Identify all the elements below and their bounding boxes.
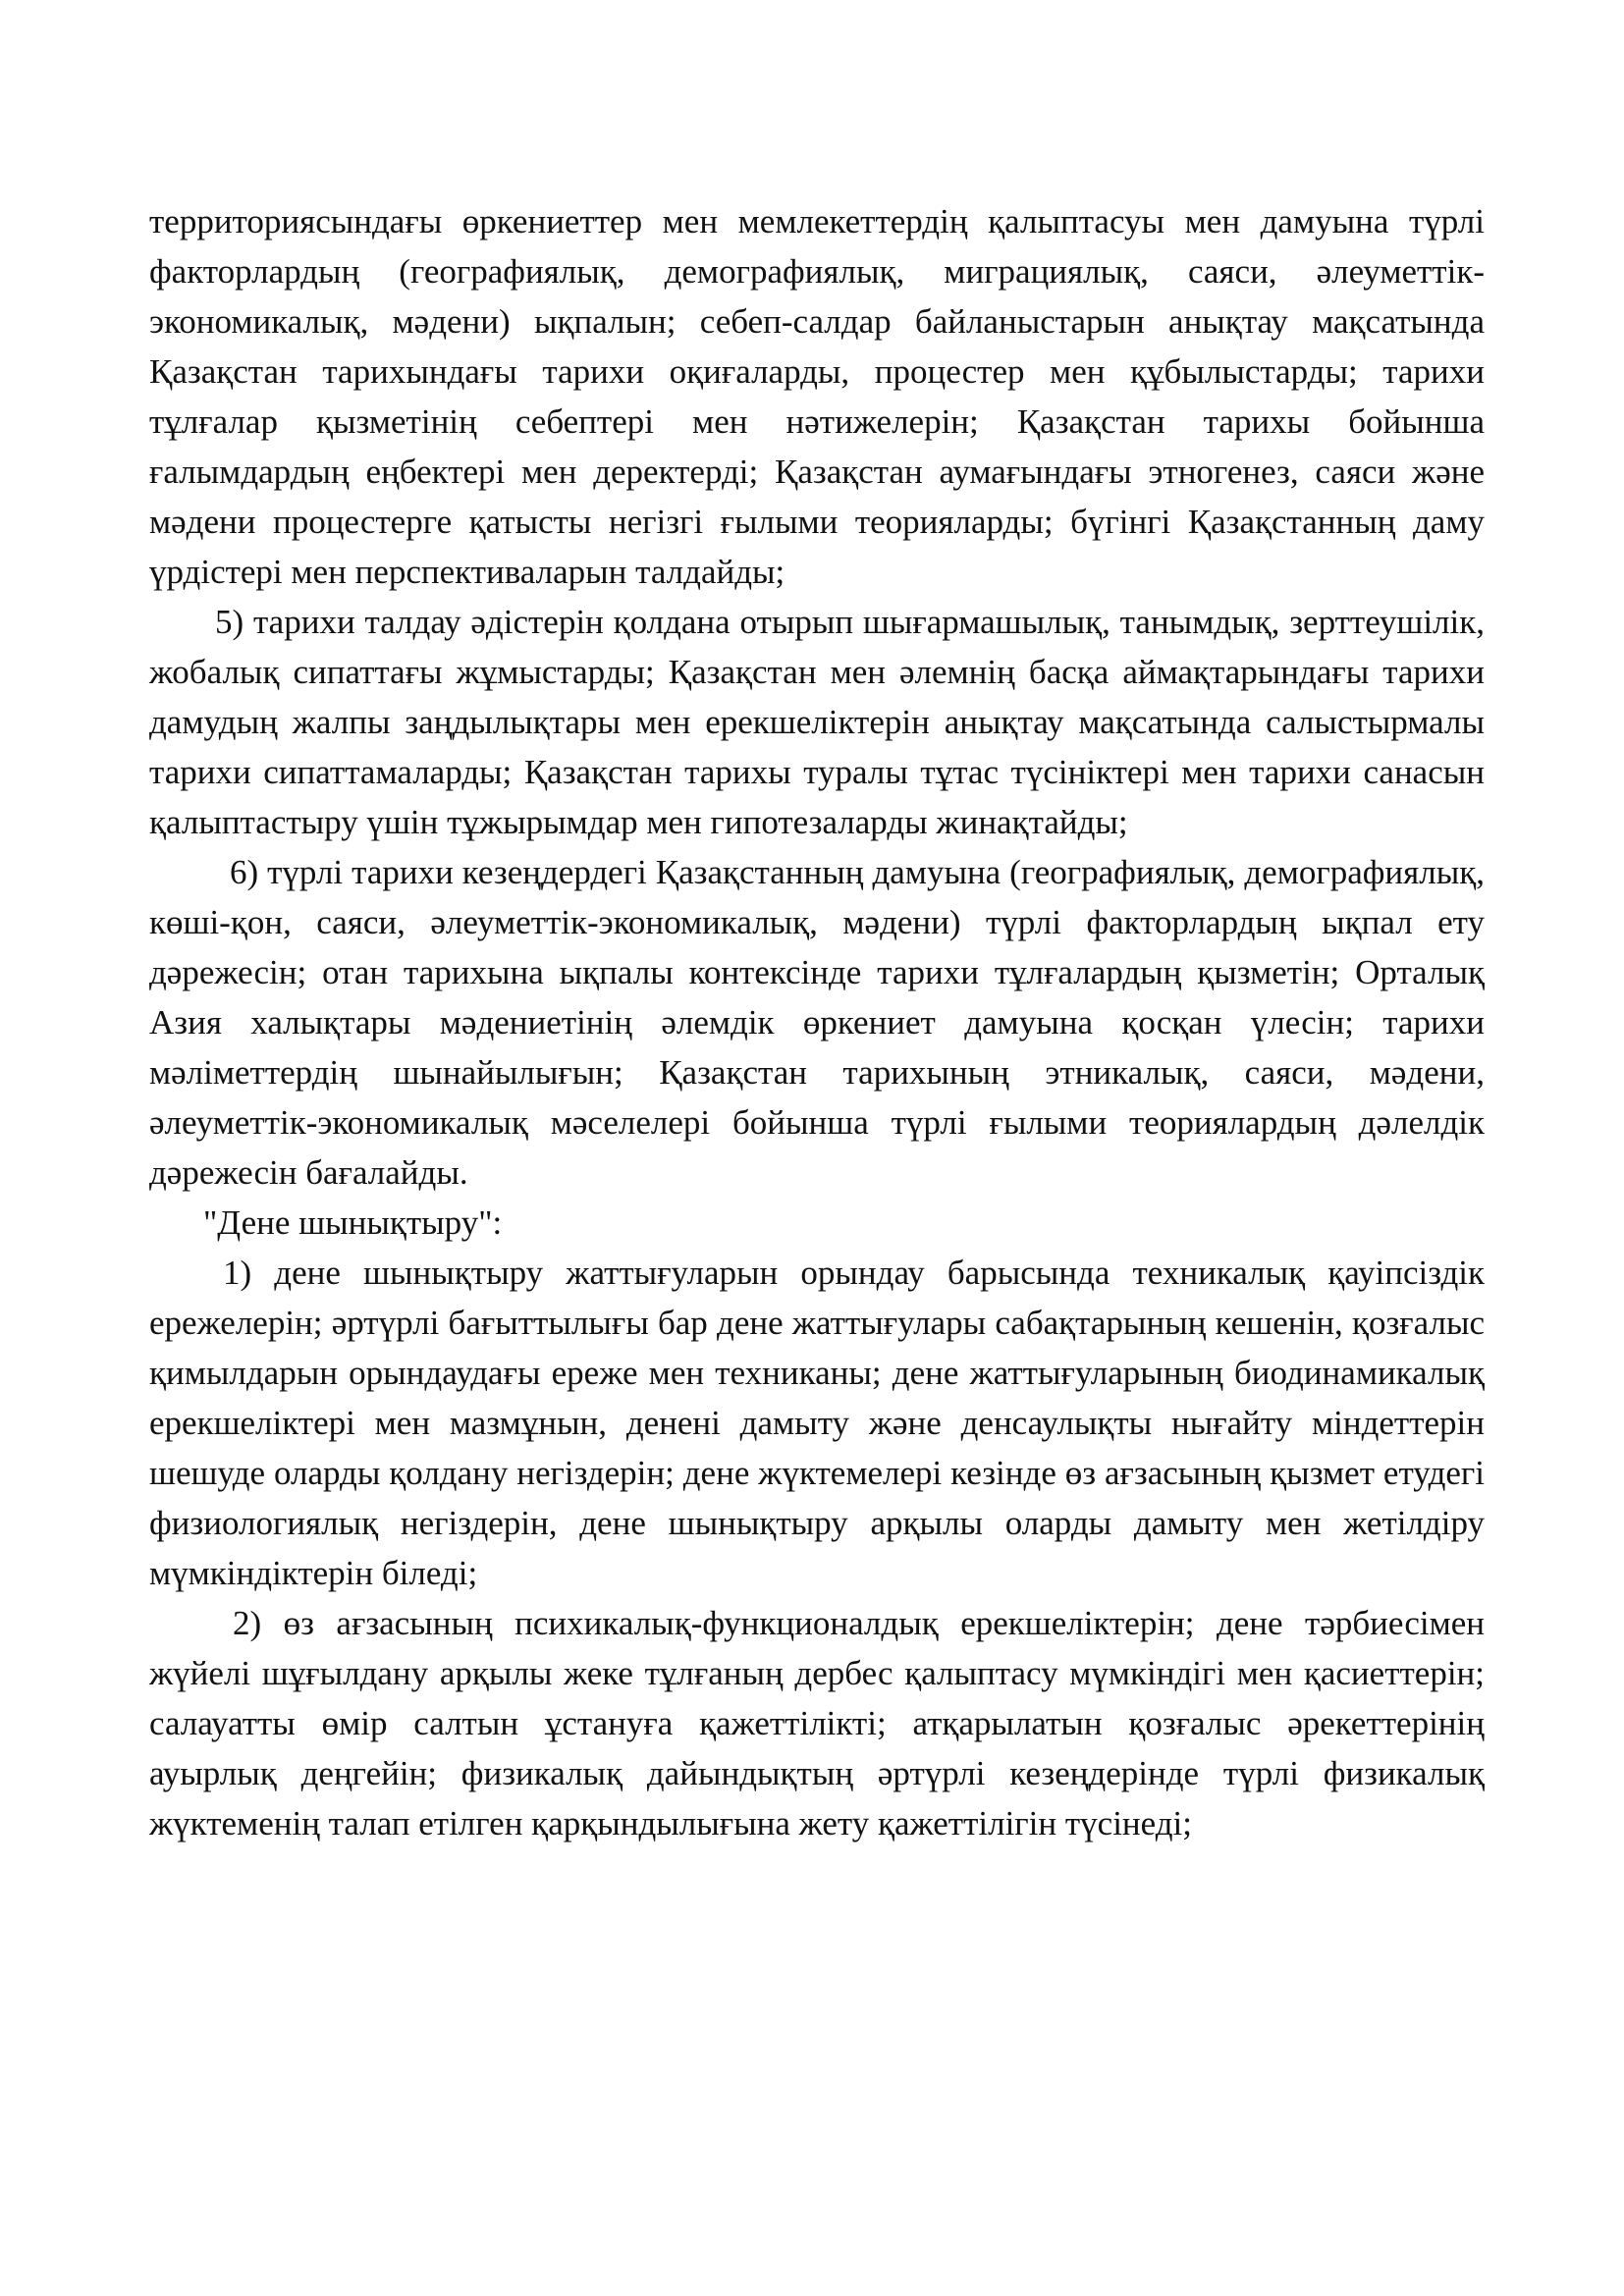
- paragraph-history-analysis: территориясындағы өркениеттер мен мемлекеттердің қалыптасуы мен дамуына түрлі факторлардың (географиялық, демографиялық, миграциялық, саяси, әлеуметтік-экономикалық, мәдени) ықпалын; себеп-салдар байланыстарын анықтау мақсатында Қазақстан тарихындағы тарихи оқиғаларды, процестер мен құбылыстарды; тарихи тұлғалар қызметінің себептері мен нәтижелерін; Қазақстан тарихы бойынша ғалымдардың еңбектері мен деректерді; Қазақстан аумағындағы этногенез, саяси және мәдени процестерге қатысты негізгі ғылыми теорияларды; бүгінгі Қазақстанның даму үрдістері мен перспективаларын талдайды;: [149, 202, 1485, 591]
- document-body: [149, 196, 1485, 1848]
- paragraph-pe-item-1: 1) дене шынықтыру жаттығуларын орындау барысында техникалық қауіпсіздік ережелерін; әртүрлі бағыттылығы бар дене жаттығулары сабақтарының кешенін, қозғалыс қимылдарын орындаудағы ереже мен техниканы; дене жаттығуларының биодинамикалық ерекшеліктері мен мазмұнын, денені дамыту және денсаулықты нығайту міндеттерін шешуде оларды қолдану негіздерін; дене жүктемелері кезінде өз ағзасының қызмет етудегі физиологиялық негіздерін, дене шынықтыру арқылы оларды дамыту мен жетілдіру мүмкіндіктерін біледі;: [149, 1254, 1485, 1592]
- paragraph-item-5: 5) тарихи талдау әдістерін қолдана отырып шығармашылық, танымдық, зерттеушілік, жобалық сипаттағы жұмыстарды; Қазақстан мен әлемнің басқа аймақтарындағы тарихи дамудың жалпы заңдылықтары мен ерекшеліктерін анықтау мақсатында салыстырмалы тарихи сипаттамаларды; Қазақстан тарихы туралы тұтас түсініктері мен тарихи санасын қалыптастыру үшін тұжырымдар мен гипотезаларды жинақтайды;: [149, 603, 1485, 841]
- section-heading-physical-education: "Дене шынықтыру":: [203, 1203, 503, 1242]
- paragraph-item-6: 6) түрлі тарихи кезеңдердегі Қазақстанның дамуына (географиялық, демографиялық, көші-қон, саяси, әлеуметтік-экономикалық, мәдени) түрлі факторлардың ықпал ету дәрежесін; отан тарихына ықпалы контексінде тарихи тұлғалардың қызметін; Орталық Азия халықтары мәдениетінің әлемдік өркениет дамуына қосқан үлесін; тарихи мәліметтердің шынайылығын; Қазақстан тарихының этникалық, саяси, мәдени, әлеуметтік-экономикалық мәселелері бойынша түрлі ғылыми теориялардың дәлелдік дәрежесін бағалайды.: [149, 853, 1485, 1192]
- paragraph-pe-item-2: 2) өз ағзасының психикалық-функционалдық ерекшеліктерін; дене тәрбиесімен жүйелі шұғылдану арқылы жеке тұлғаның дербес қалыптасу мүмкіндігі мен қасиеттерін; салауатты өмір салтын ұстануға қажеттілікті; атқарылатын қозғалыс әрекеттерінің ауырлық деңгейін; физикалық дайындықтың әртүрлі кезеңдерінде түрлі физикалық жүктеменің талап етілген қарқындылығына жету қажеттілігін түсінеді;: [149, 1604, 1485, 1842]
